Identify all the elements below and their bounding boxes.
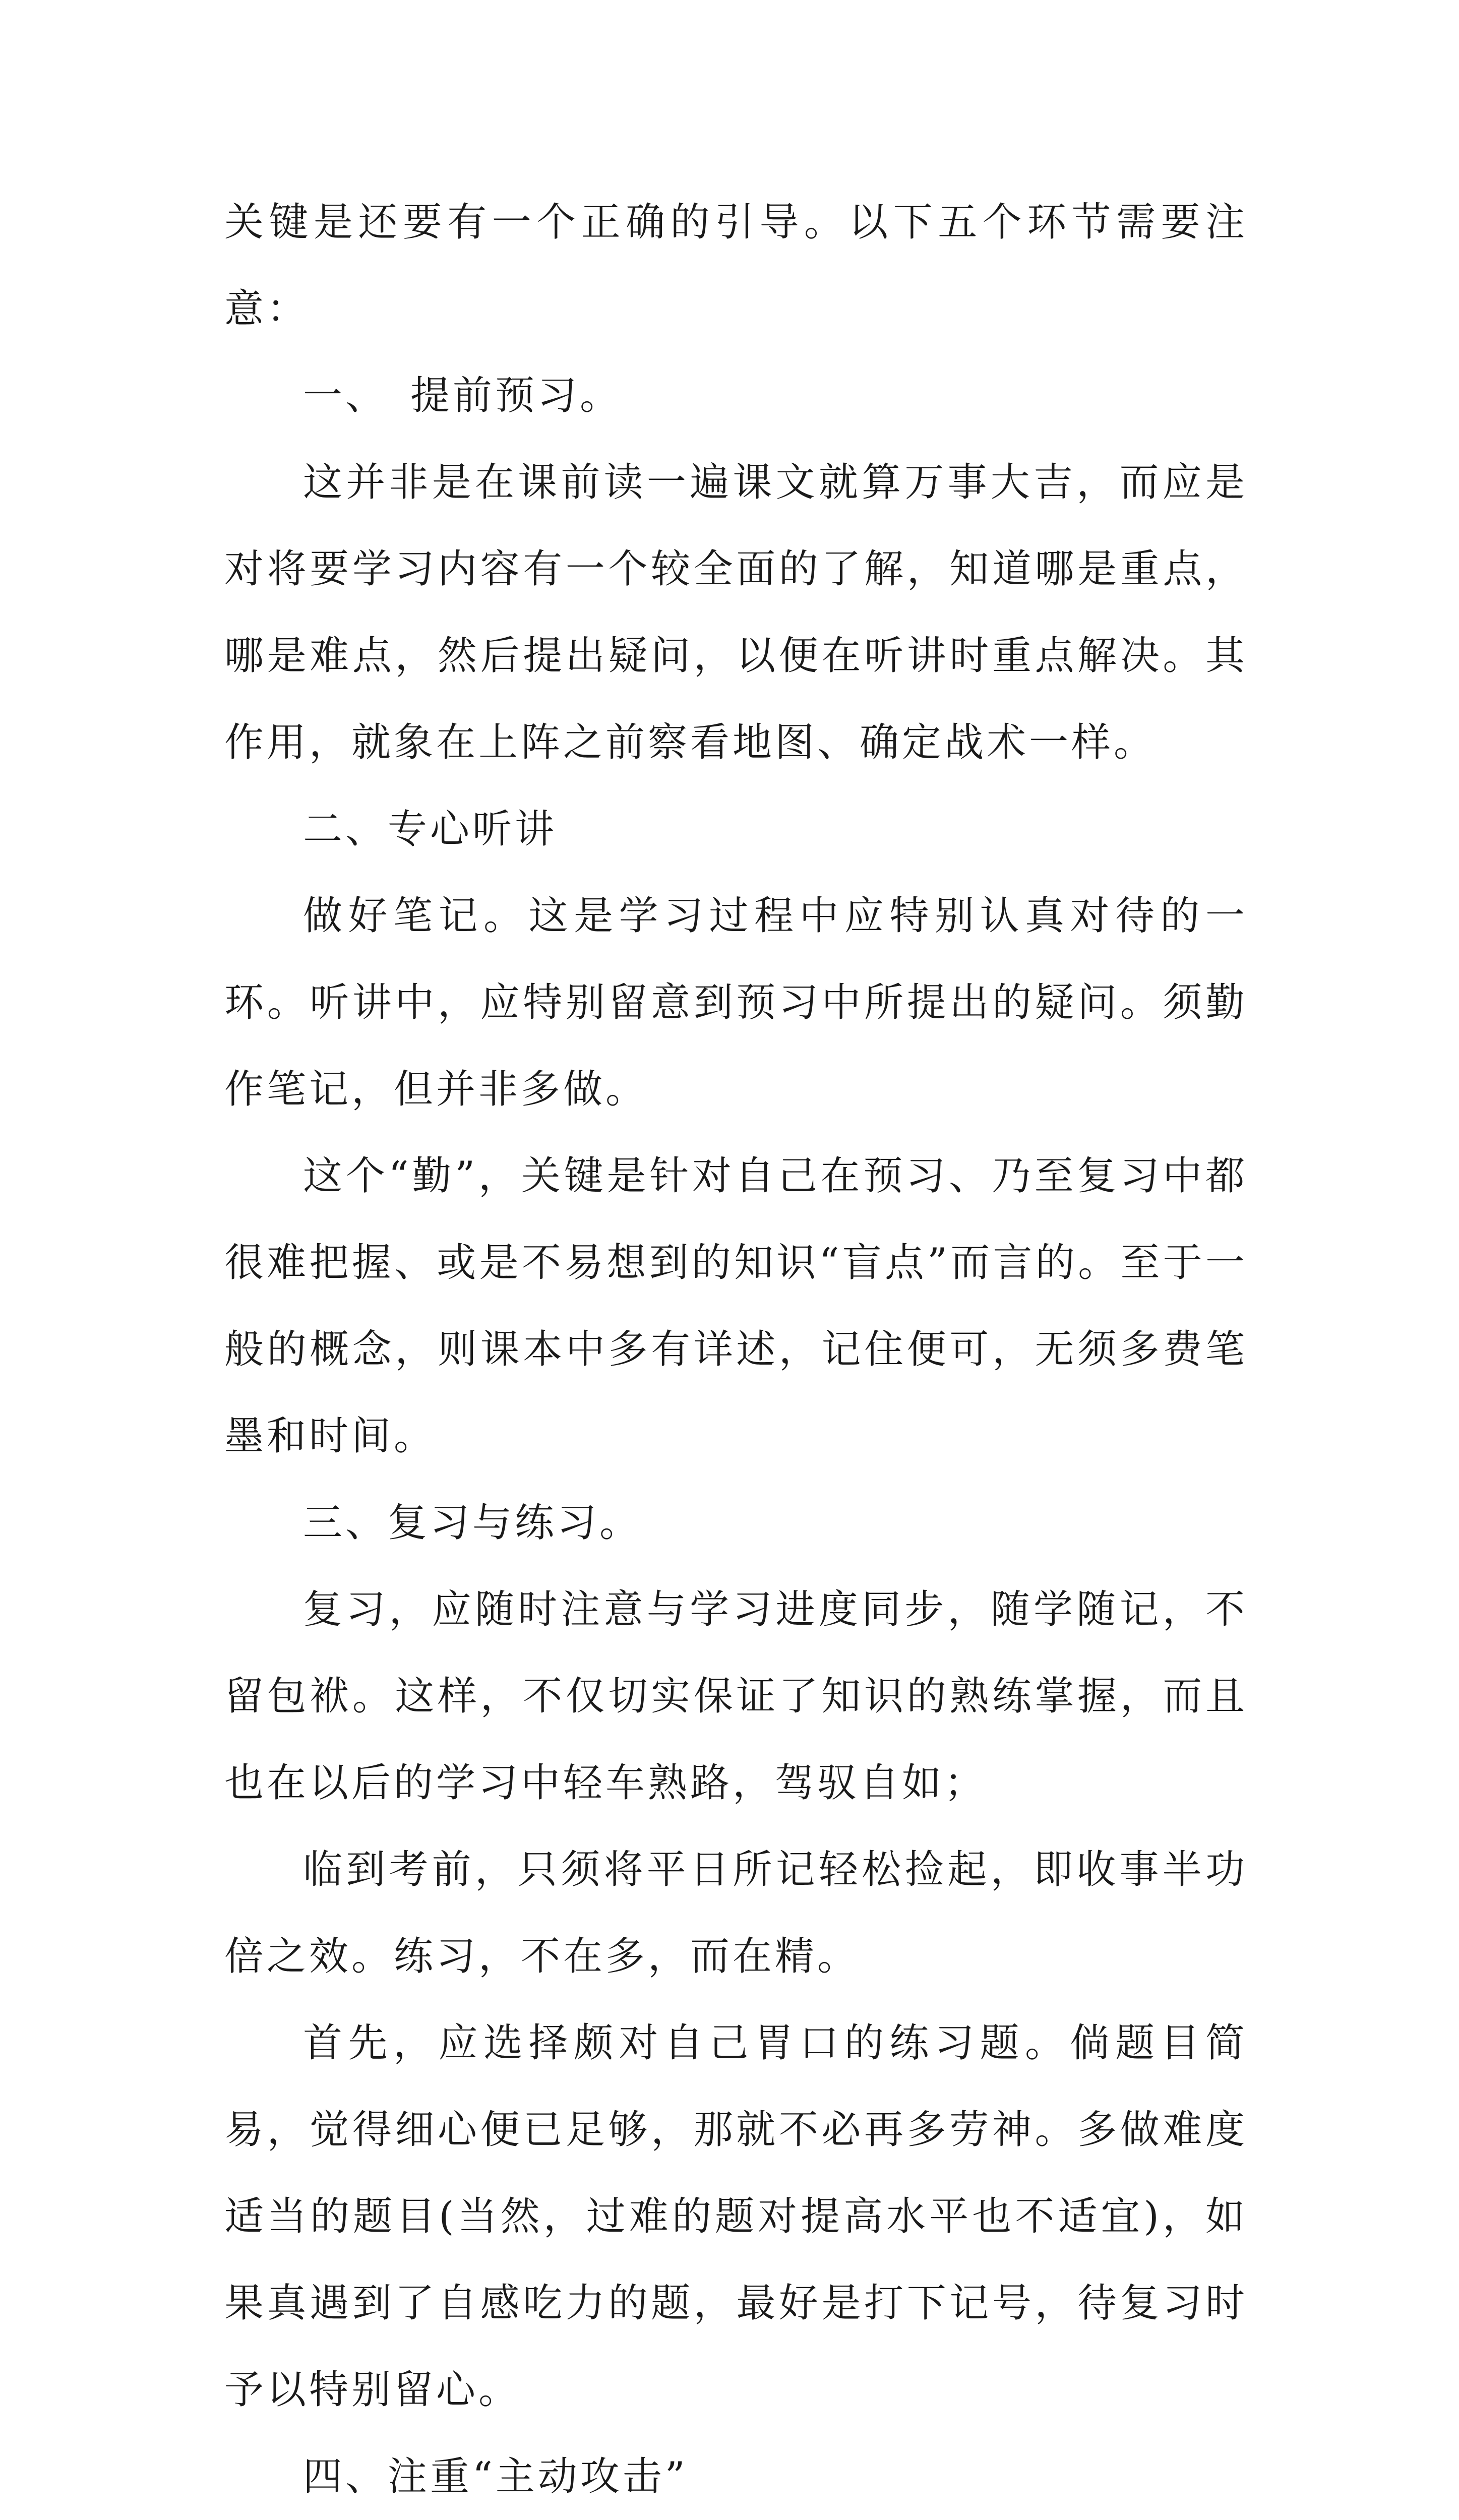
paragraph-exam: 临到考前，只须将平日所记轻松捡起，即收事半功倍之效。练习，不在多，而在精。 bbox=[224, 1847, 1248, 1979]
paragraph-preview-detail: 这并非是在课前读一遍课文就算万事大吉，而应是对将要学习内容有一个较全面的了解，知道哪是重点，哪是难点，然后提出疑问，以便在听讲时重点解决。其作用，就象在上阵之前察看地图、确定战术一样。 bbox=[224, 460, 1248, 765]
heading-active: 四、注重“主动攻击” bbox=[303, 2454, 688, 2499]
paragraph-exercise: 首先，应选择颇对自己胃口的练习题。倘题目简易，觉得细心便已足够，那就不必再多劳神。多做难度适当的题目(当然，过难的题对提高水平也不适宜)，如果真遇到了自感吃力的题，最好是打下记号，待复习时予以特别留心。 bbox=[224, 2020, 1248, 2413]
heading-preview: 一、 提前预习。 bbox=[303, 373, 623, 418]
body-text bbox=[224, 179, 1248, 2520]
paragraph-review: 复习，应随时注意与学习进度同步，随学随记，不留包袱。这样，不仅切实保证了知识的熟练掌握，而且也在以后的学习中轻车熟路，驾驭自如； bbox=[224, 1587, 1248, 1806]
paragraph-diligence: 这个“勤”，关键是针对自己在预习、乃至复习中都很难把握、或是不易想到的知识“盲点”而言的。至于一般的概念，则课本中多有详述，记住便可，无须多费笔墨和时间。 bbox=[224, 1153, 1248, 1459]
paragraph-notes: 做好笔记。这是学习过程中应特别认真对待的一环。听讲中，应特别留意到预习中所提出的疑问。须勤作笔记，但并非多做。 bbox=[224, 893, 1248, 1112]
heading-review: 三、复习与练习。 bbox=[303, 1500, 642, 1546]
heading-listen: 二、专心听讲 bbox=[303, 807, 558, 852]
paragraph-intro: 关键是还要有一个正确的引导。以下五个环节需要注意： bbox=[224, 200, 1248, 332]
